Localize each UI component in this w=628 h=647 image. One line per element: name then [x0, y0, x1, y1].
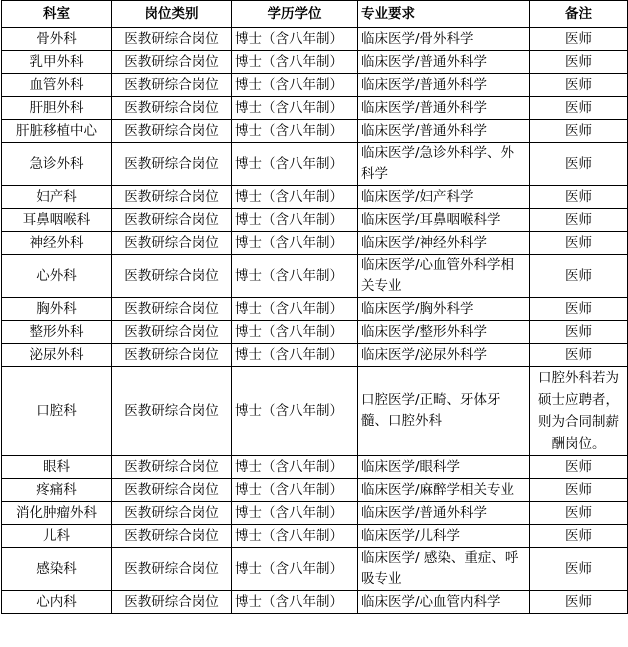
- cell-major: 临床医学/整形外科学: [358, 321, 530, 344]
- cell-department: 口腔科: [2, 367, 112, 456]
- cell-degree: 博士（含八年制）: [232, 525, 358, 548]
- cell-department: 肝胆外科: [2, 97, 112, 120]
- cell-category: 医教研综合岗位: [112, 298, 232, 321]
- cell-department: 乳甲外科: [2, 51, 112, 74]
- cell-degree: 博士（含八年制）: [232, 28, 358, 51]
- cell-degree: 博士（含八年制）: [232, 186, 358, 209]
- cell-note: 医师: [530, 51, 628, 74]
- cell-major: 临床医学/耳鼻咽喉科学: [358, 209, 530, 232]
- cell-degree: 博士（含八年制）: [232, 97, 358, 120]
- table-row: [2, 344, 628, 367]
- cell-department: 心内科: [2, 591, 112, 614]
- cell-department: 骨外科: [2, 28, 112, 51]
- cell-note: 医师: [530, 255, 628, 298]
- cell-note: 医师: [530, 209, 628, 232]
- cell-major: 临床医学/ 感染、重症、呼吸专业: [358, 548, 530, 591]
- cell-department: 血管外科: [2, 74, 112, 97]
- cell-category: 医教研综合岗位: [112, 232, 232, 255]
- recruitment-table: [1, 0, 628, 614]
- cell-major: 临床医学/泌尿外科学: [358, 344, 530, 367]
- cell-category: 医教研综合岗位: [112, 120, 232, 143]
- cell-major: 口腔医学/正畸、牙体牙髓、口腔外科: [358, 367, 530, 456]
- cell-note: 医师: [530, 97, 628, 120]
- cell-degree: 博士（含八年制）: [232, 367, 358, 456]
- cell-department: 肝脏移植中心: [2, 120, 112, 143]
- cell-category: 医教研综合岗位: [112, 321, 232, 344]
- cell-category: 医教研综合岗位: [112, 367, 232, 456]
- cell-note: 口腔外科若为硕士应聘者，则为合同制薪酬岗位。: [530, 367, 628, 456]
- cell-degree: 博士（含八年制）: [232, 456, 358, 479]
- cell-category: 医教研综合岗位: [112, 525, 232, 548]
- table-row: [2, 209, 628, 232]
- cell-degree: 博士（含八年制）: [232, 51, 358, 74]
- cell-department: 耳鼻咽喉科: [2, 209, 112, 232]
- cell-note: 医师: [530, 143, 628, 186]
- cell-major: 临床医学/急诊外科学、外科学: [358, 143, 530, 186]
- cell-major: 临床医学/普通外科学: [358, 51, 530, 74]
- cell-degree: 博士（含八年制）: [232, 255, 358, 298]
- table-row: [2, 186, 628, 209]
- cell-department: 整形外科: [2, 321, 112, 344]
- cell-major: 临床医学/胸外科学: [358, 298, 530, 321]
- cell-degree: 博士（含八年制）: [232, 548, 358, 591]
- cell-department: 疼痛科: [2, 479, 112, 502]
- table-row: [2, 51, 628, 74]
- table-row: [2, 525, 628, 548]
- table-row: [2, 232, 628, 255]
- cell-note: 医师: [530, 456, 628, 479]
- cell-major: 临床医学/麻醉学相关专业: [358, 479, 530, 502]
- cell-category: 医教研综合岗位: [112, 209, 232, 232]
- cell-note: 医师: [530, 28, 628, 51]
- cell-category: 医教研综合岗位: [112, 456, 232, 479]
- cell-department: 妇产科: [2, 186, 112, 209]
- table-row: [2, 548, 628, 591]
- table-row: [2, 97, 628, 120]
- cell-degree: 博士（含八年制）: [232, 479, 358, 502]
- cell-department: 消化肿瘤外科: [2, 502, 112, 525]
- cell-major: 临床医学/眼科学: [358, 456, 530, 479]
- cell-note: 医师: [530, 321, 628, 344]
- cell-major: 临床医学/普通外科学: [358, 97, 530, 120]
- cell-degree: 博士（含八年制）: [232, 143, 358, 186]
- cell-category: 医教研综合岗位: [112, 186, 232, 209]
- cell-note: 医师: [530, 298, 628, 321]
- cell-note: 医师: [530, 232, 628, 255]
- table-row: [2, 143, 628, 186]
- cell-category: 医教研综合岗位: [112, 502, 232, 525]
- table-row: [2, 502, 628, 525]
- cell-degree: 博士（含八年制）: [232, 120, 358, 143]
- cell-department: 眼科: [2, 456, 112, 479]
- cell-degree: 博士（含八年制）: [232, 74, 358, 97]
- cell-major: 临床医学/儿科学: [358, 525, 530, 548]
- cell-note: 医师: [530, 591, 628, 614]
- cell-category: 医教研综合岗位: [112, 28, 232, 51]
- table-row: [2, 298, 628, 321]
- cell-major: 临床医学/骨外科学: [358, 28, 530, 51]
- cell-note: 医师: [530, 186, 628, 209]
- table-row: [2, 591, 628, 614]
- table-body: [2, 28, 628, 614]
- header-education-degree: 学历学位: [232, 1, 358, 28]
- cell-note: 医师: [530, 525, 628, 548]
- table-row: [2, 255, 628, 298]
- cell-category: 医教研综合岗位: [112, 74, 232, 97]
- table-row: [2, 367, 628, 456]
- cell-category: 医教研综合岗位: [112, 97, 232, 120]
- cell-major: 临床医学/妇产科学: [358, 186, 530, 209]
- cell-department: 儿科: [2, 525, 112, 548]
- cell-category: 医教研综合岗位: [112, 255, 232, 298]
- cell-category: 医教研综合岗位: [112, 479, 232, 502]
- cell-department: 胸外科: [2, 298, 112, 321]
- cell-category: 医教研综合岗位: [112, 591, 232, 614]
- cell-degree: 博士（含八年制）: [232, 591, 358, 614]
- cell-degree: 博士（含八年制）: [232, 321, 358, 344]
- cell-degree: 博士（含八年制）: [232, 298, 358, 321]
- table-row: [2, 456, 628, 479]
- table-row: [2, 120, 628, 143]
- table-row: [2, 479, 628, 502]
- header-row: [2, 1, 628, 28]
- header-remarks: 备注: [530, 1, 628, 28]
- cell-major: 临床医学/普通外科学: [358, 74, 530, 97]
- cell-department: 泌尿外科: [2, 344, 112, 367]
- cell-department: 感染科: [2, 548, 112, 591]
- cell-major: 临床医学/普通外科学: [358, 502, 530, 525]
- cell-category: 医教研综合岗位: [112, 51, 232, 74]
- cell-category: 医教研综合岗位: [112, 548, 232, 591]
- cell-note: 医师: [530, 120, 628, 143]
- table-row: [2, 321, 628, 344]
- cell-note: 医师: [530, 502, 628, 525]
- cell-major: 临床医学/神经外科学: [358, 232, 530, 255]
- cell-degree: 博士（含八年制）: [232, 344, 358, 367]
- cell-note: 医师: [530, 479, 628, 502]
- cell-department: 急诊外科: [2, 143, 112, 186]
- header-department: 科室: [2, 1, 112, 28]
- table-row: [2, 28, 628, 51]
- table-header: [2, 1, 628, 28]
- cell-degree: 博士（含八年制）: [232, 209, 358, 232]
- cell-note: 医师: [530, 74, 628, 97]
- header-position-category: 岗位类别: [112, 1, 232, 28]
- cell-category: 医教研综合岗位: [112, 344, 232, 367]
- cell-department: 心外科: [2, 255, 112, 298]
- cell-department: 神经外科: [2, 232, 112, 255]
- table-row: [2, 74, 628, 97]
- header-major-requirement: 专业要求: [358, 1, 530, 28]
- cell-major: 临床医学/心血管外科学相关专业: [358, 255, 530, 298]
- cell-major: 临床医学/普通外科学: [358, 120, 530, 143]
- cell-note: 医师: [530, 344, 628, 367]
- cell-degree: 博士（含八年制）: [232, 502, 358, 525]
- cell-major: 临床医学/心血管内科学: [358, 591, 530, 614]
- cell-degree: 博士（含八年制）: [232, 232, 358, 255]
- cell-note: 医师: [530, 548, 628, 591]
- cell-category: 医教研综合岗位: [112, 143, 232, 186]
